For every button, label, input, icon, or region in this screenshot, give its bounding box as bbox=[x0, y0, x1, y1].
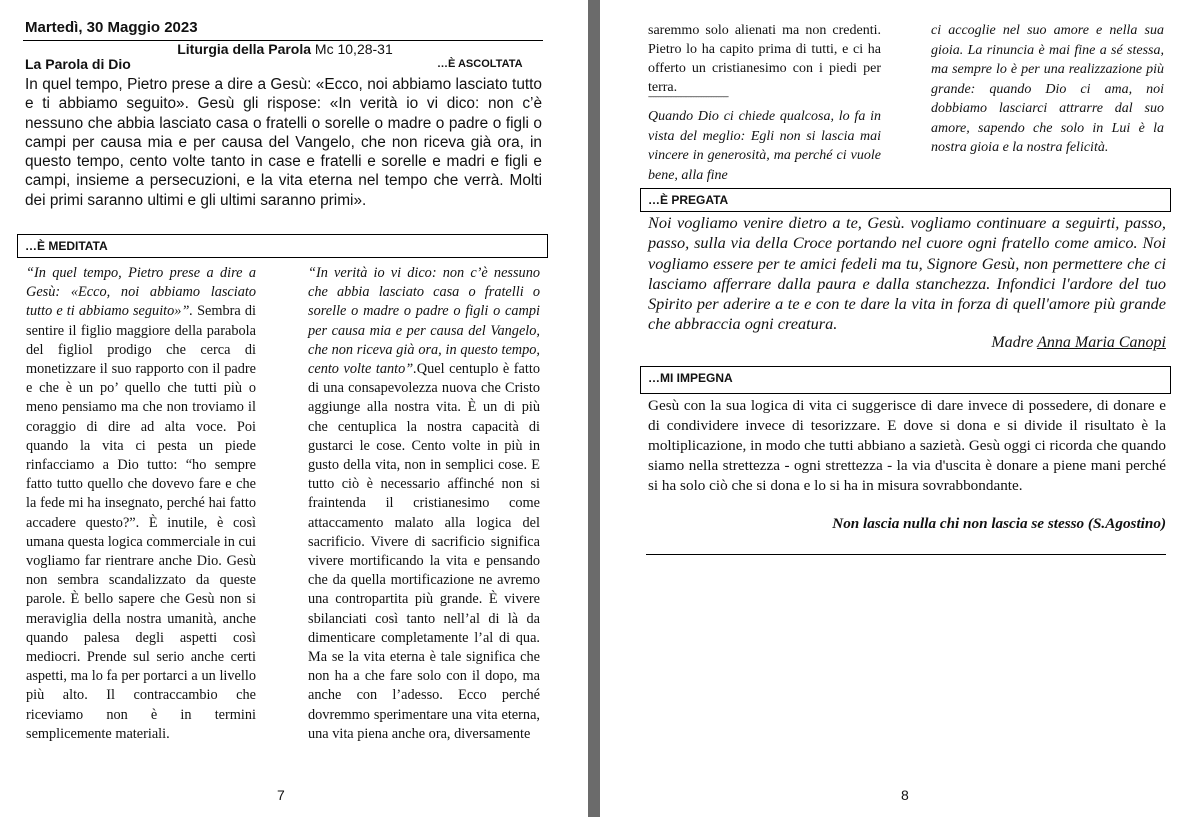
liturgia-heading bbox=[25, 41, 545, 57]
pregata-label: …È PREGATA bbox=[648, 193, 729, 207]
right-page bbox=[600, 0, 1189, 817]
dashed-divider: ------------------------------------------------ bbox=[648, 93, 728, 101]
meditata-section-header bbox=[17, 234, 548, 258]
agostino-quote: Non lascia nulla chi non lascia se stesso (S.Agostino) bbox=[832, 515, 1166, 532]
right-col2-italic: ci accoglie nel suo amore e nella sua gioia. La rinuncia è mai fine a sé stessa, ma sempre lo è per una realizzazione più grande: quando Dio ci ama, noi dobbiamo lasciarci attrarre dal suo amore, sapendo che solo in Lui è la nostra gioia e la nostra felicità. bbox=[931, 23, 1164, 155]
col2-quote: “In verità io vi dico: non c’è nessuno che abbia lasciato casa o fratelli o sorelle o madre o padre o figli o campi per causa mia e per causa del Vangelo, che non riceva già ora, in questo tempo, cento volte tanto”. bbox=[308, 265, 540, 378]
col1-quote: “In quel tempo, Pietro prese a dire a Gesù: «Ecco, noi abbiamo lasciato tutto e ti abbiamo seguito»”. bbox=[26, 265, 256, 320]
ascoltata-label: …È ASCOLTATA bbox=[437, 58, 523, 70]
end-rule bbox=[646, 554, 1166, 555]
pregata-section-header bbox=[640, 188, 1171, 212]
parola-title: La Parola di Dio bbox=[25, 56, 131, 72]
gospel-text: In quel tempo, Pietro prese a dire a Gesù: «Ecco, noi abbiamo lasciato tutto e ti abbiamo seguito». Gesù gli rispose: «In verità io vi dico: non c’è nessuno che abbia lasciato casa o fratelli o sorelle o madre o padre o figli o campi per causa mia e per causa del Vangelo, che non riceva già ora, in questo tempo, cento volte tanto in case e fratelli e sorelle e madri e figli e campi, insieme a persecuzioni, e la vita eterna nel tempo che verrà. Molti dei primi saranno ultimi e gli ultimi saranno primi». bbox=[25, 76, 542, 209]
col2-body: Quel centuplo è fatto di una consapevolezza nuova che Cristo aggiunge alla nostra vita. È un di più che centuplica la nostra capacità di gustarci le cose. Cento volte in più in gusto della vita, non in semplici cose. E tutto ciò è necessario affinché non si fraintenda il cristianesimo come attaccamento malato alla logica del sacrificio. Vivere di sacrificio significa vivere mortificando la vita e pensando che da quella mortificazione ne avremo una contropartita più grande. È vivere sbilanciati così tanto nell’al di là da dimenticare completamente l’al di qua. Ma se la vita eterna è tale significa che non ha a che fare solo con il dopo, ma anche con l’adesso. Ecco perché dovremmo sperimentare una vita eterna, una vita piena anche ora, diversamente bbox=[308, 361, 540, 742]
signature-name: Anna Maria Canopi bbox=[1037, 334, 1166, 351]
left-page bbox=[0, 0, 588, 817]
liturgia-ref: Mc 10,28-31 bbox=[311, 41, 393, 57]
meditata-column-1 bbox=[26, 264, 256, 744]
prayer-text: Noi vogliamo venire dietro a te, Gesù. vogliamo continuare a seguirti, passo, passo, sulla via della Croce portando nel cuore ogni fratello come amico. Noi vogliamo essere per te amici fedeli ma tu, Signore Gesù, non permettere che ci lasciamo afferrare dalla paura e dalla stanchezza. Infondici l'ardore del tuo Spirito per aderire a te e con te dare la vita in forza di quell'amore più grande che abbraccia ogni creatura. bbox=[648, 213, 1166, 334]
commitment-text: Gesù con la sua logica di vita ci suggerisce di dare invece di possedere, di donare e di condividere invece di tesorizzare. E dove si dona e si divide il risultato è la moltiplicazione, in modo che tutti abbiano a sazietà. Gesù oggi ci ricorda che quando siamo nella strettezza - ogni strettezza - la via d'uscita è donare a piene mani perché si ha solo ciò che si dona e lo si ha in misura sovrabbondante. bbox=[648, 397, 1166, 494]
page-number-7: 7 bbox=[277, 787, 285, 803]
meditata-label: …È MEDITATA bbox=[25, 239, 108, 253]
page-number-8: 8 bbox=[901, 787, 909, 803]
liturgia-label: Liturgia della Parola bbox=[177, 41, 312, 57]
continuation-text: saremmo solo alienati ma non credenti. Pietro lo ha capito prima di tutti, e ci ha offerto un cristianesimo con i piedi per terra. bbox=[648, 23, 881, 95]
right-col1-italic: Quando Dio ci chiede qualcosa, lo fa in vista del meglio: Egli non si lascia mai vincere in generosità, ma perché ci vuole bene, alla fine bbox=[648, 109, 881, 183]
impegna-label: …MI IMPEGNA bbox=[648, 371, 733, 385]
prayer-signature bbox=[648, 334, 1166, 352]
meditata-column-2 bbox=[308, 264, 540, 744]
impegna-section-header bbox=[640, 366, 1171, 394]
signature-prefix: Madre bbox=[991, 334, 1038, 351]
date-header: Martedì, 30 Maggio 2023 bbox=[25, 19, 198, 36]
col1-body: Sembra di sentire il figlio maggiore della parabola del figliol prodigo che cerca di monetizzare il suo rapporto con il padre e che è un po’ quello che tutti più o meno pensiamo ma che non troviamo il coraggio di dire ad alta voce. Poi quando la vita ci pesta un piede rinfacciamo a Dio tutto: “ho sempre fatto tutto quello che dovevo fare e che la fede mi ha insegnato, perché hai fatto accadere questo?”. È inutile, è così umana questa logica commerciale in cui vogliamo far rientrare anche Dio. Gesù non sembra scandalizzato da queste parole. È bello sapere che Gesù non si meraviglia della nostra umanità, anche quando palesa degli aspetti così mediocri. Prende sul serio anche certi aspetti, ma lo fa per portarci a un livello più alto. Il contraccambio che riceviamo non è in termini semplicemente materiali. bbox=[26, 303, 256, 742]
